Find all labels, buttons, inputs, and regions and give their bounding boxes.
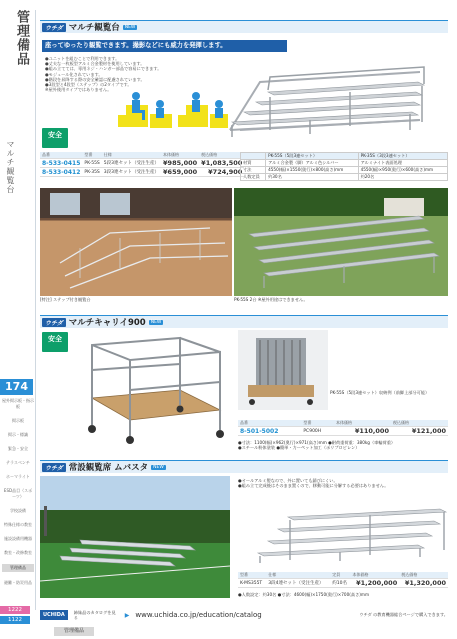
section-title: 常設観覧席 ムバスタ bbox=[68, 463, 149, 473]
bullet: ●組み立てては、専用ネジ・ハンガー部品で容易にできます。 bbox=[45, 66, 162, 72]
safety-label: 安全 bbox=[48, 335, 62, 343]
arrow-right-icon: ▶ bbox=[124, 611, 130, 619]
nav-item[interactable]: ホーマライト bbox=[6, 474, 30, 479]
nav-item[interactable]: 掲示板 bbox=[12, 418, 24, 423]
gym-bleacher-image bbox=[40, 188, 232, 296]
bullet: ●ユニットを組むことで利用できます。 bbox=[45, 56, 120, 61]
table-row[interactable]: 8-533-0412 PK-35S 3段3連セット（受注生産） ¥659,000 ¥724,900 bbox=[42, 168, 243, 176]
section-header bbox=[40, 20, 448, 33]
new-badge: NEW bbox=[150, 319, 162, 325]
catalog-note: 姉妹品のカタログを見る bbox=[73, 609, 116, 620]
product-table: 品番 型番 仕様 本体価格 税込価格 8-533-0415 PK-55S 5段3連セット（受注生産） ¥985,000 ¥1,083,500 8-533-0412 PK-35S 3段3連セット（受注生産） ¥659,000 ¥724,900 bbox=[42, 152, 243, 176]
product-table: 品番 型番 本体価格 税込価格 8-501-5002 PC900H ¥110,000 ¥121,000 bbox=[240, 420, 446, 435]
bullet: ●スチール粉体塗装 ●簡単・力ーペット加工（ポリプロピレン） bbox=[238, 445, 360, 451]
gutter-line bbox=[35, 10, 36, 610]
feature-list bbox=[45, 56, 165, 92]
safety-label: 安全 bbox=[48, 131, 62, 139]
spec-table: PK-55S（5段3連セット） PK-35S（3段3連セット） 材質 アルミ合金製（脚）アルミ色シルバー アルミナイト表面処理 寸法 4550(幅)×1550(奥行)×800(高さ)mm 4550(幅)×950(奥行)×600(高さ)mm 人数定員 約30名 約20名 bbox=[240, 152, 448, 181]
fixed-bleacher-spec: ●人数設定：約30名 ●寸法：4600(幅)×1750(奥行)×700(高さ)mm bbox=[238, 592, 370, 597]
gym-photo bbox=[40, 188, 232, 296]
nav-item-active[interactable]: 管理備品 bbox=[2, 564, 34, 572]
bullet: ●オールアルミ製なので、外に置いても錆びにくい。 bbox=[238, 478, 338, 483]
cart-spec bbox=[238, 440, 448, 450]
bullet: ※屋外使用タイプではありません。 bbox=[45, 87, 112, 93]
photo-caption-right: PK-55S 2台 ※屋外用途はできません。 bbox=[234, 297, 308, 302]
fixed-bleacher-render bbox=[250, 495, 448, 565]
bullet: ●階段を昇降する際の安全確認に配慮されています。 bbox=[45, 76, 145, 82]
brand-note: ウチダ の教育機器総合ページで購入できます。 bbox=[359, 612, 448, 618]
brand-badge: ウチダ bbox=[42, 23, 66, 32]
bullet: ●モジュール化されています。 bbox=[45, 71, 103, 77]
stacked-cart-image bbox=[238, 330, 328, 410]
nav-item[interactable]: 避難・防災用品 bbox=[4, 580, 32, 585]
bullet: ●丈夫な一枚板型アルミ合金製材を使用しています。 bbox=[45, 61, 145, 67]
page-ref-1: 1222 bbox=[0, 606, 30, 614]
category-title: 管理備品 bbox=[14, 10, 29, 66]
page-ref-2: 1122 bbox=[0, 616, 30, 624]
section-header bbox=[40, 460, 448, 473]
cart-image bbox=[80, 330, 230, 445]
nav-item[interactable]: 学校設備 bbox=[10, 508, 26, 513]
photo-caption-left: [特注] ステップ付き観覧台 bbox=[40, 297, 91, 302]
fixed-bleacher-image bbox=[250, 495, 448, 565]
bullet: ●3段型と4段型（ステップ）の2タイプです。 bbox=[45, 82, 132, 88]
nav-item[interactable]: 緊急・安全 bbox=[8, 446, 28, 451]
table-row[interactable]: 8-501-5002 PC900H ¥110,000 ¥121,000 bbox=[240, 427, 446, 435]
page-number: 174 bbox=[0, 379, 33, 395]
catalog-link[interactable]: www.uchida.co.jp/education/catalog bbox=[135, 611, 262, 619]
cart-render bbox=[80, 330, 230, 445]
nav-item[interactable]: ESD品目（スポーツ） bbox=[3, 488, 33, 499]
section-title: マルチ観覧台 bbox=[68, 23, 120, 33]
headline: 座ってゆったり観覧できます。撮影などにも威力を発揮します。 bbox=[42, 40, 287, 52]
brand-badge: ウチダ bbox=[42, 318, 66, 327]
company-logo: UCHIDA bbox=[40, 610, 68, 620]
product-table: 型番 仕様 定員 本体価格 税込価格 K-MS355T 3段4連セット（受注生産） 約10名 ¥1,200,000 ¥1,320,000 bbox=[240, 572, 446, 587]
outdoor-photo bbox=[234, 188, 448, 296]
nav-item[interactable]: 掲示・標識 bbox=[8, 432, 28, 437]
feature-list bbox=[238, 478, 448, 488]
nav-item[interactable]: テラスベンチ bbox=[6, 460, 30, 465]
section-tab: マルチ観覧台 bbox=[6, 140, 15, 194]
stadium-photo bbox=[40, 476, 230, 598]
brand-badge: ウチダ bbox=[42, 463, 66, 472]
nav-item[interactable]: 教室・改修教室 bbox=[4, 550, 32, 555]
bleacher-render bbox=[210, 42, 450, 147]
page-tab: 管理備品 bbox=[54, 627, 94, 636]
stacked-note: PK-55S（5段3連セット）収納例（前脚上部分可能） bbox=[330, 390, 430, 395]
stacked-photo bbox=[238, 330, 328, 410]
section-header bbox=[40, 315, 448, 328]
bleacher-image bbox=[210, 42, 450, 147]
outdoor-bleacher-image bbox=[234, 188, 448, 296]
safety-badge bbox=[42, 332, 68, 352]
safety-badge bbox=[42, 128, 68, 148]
table-row[interactable]: 8-533-0415 PK-55S 5段3連セット（受注生産） ¥985,000 ¥1,083,500 bbox=[42, 159, 243, 167]
bullet: ●組み立て完成後はそのまま置くので、移動可能に分解する必要はありません。 bbox=[238, 483, 389, 489]
bullet: ●寸法：1100(幅)×962(奥行)×971(高さ)mm ●耐荷重荷重：380kg（車輪荷重） bbox=[238, 440, 396, 445]
table-row[interactable]: K-MS355T 3段4連セット（受注生産） 約10名 ¥1,200,000 ¥1,320,000 bbox=[240, 579, 446, 587]
nav-item[interactable]: 施設設備用機器 bbox=[4, 536, 32, 541]
section-title: マルチキャリイ900 bbox=[68, 318, 146, 328]
nav-item[interactable]: 屋外掲示板・指示板 bbox=[2, 398, 34, 409]
stadium-bleacher-image bbox=[40, 476, 230, 598]
new-badge: NEW bbox=[124, 24, 136, 30]
nav-item[interactable]: 特殊仕様の教室 bbox=[4, 522, 32, 527]
footer bbox=[40, 606, 448, 624]
new-badge: NEW bbox=[153, 464, 164, 470]
side-nav bbox=[2, 398, 34, 586]
